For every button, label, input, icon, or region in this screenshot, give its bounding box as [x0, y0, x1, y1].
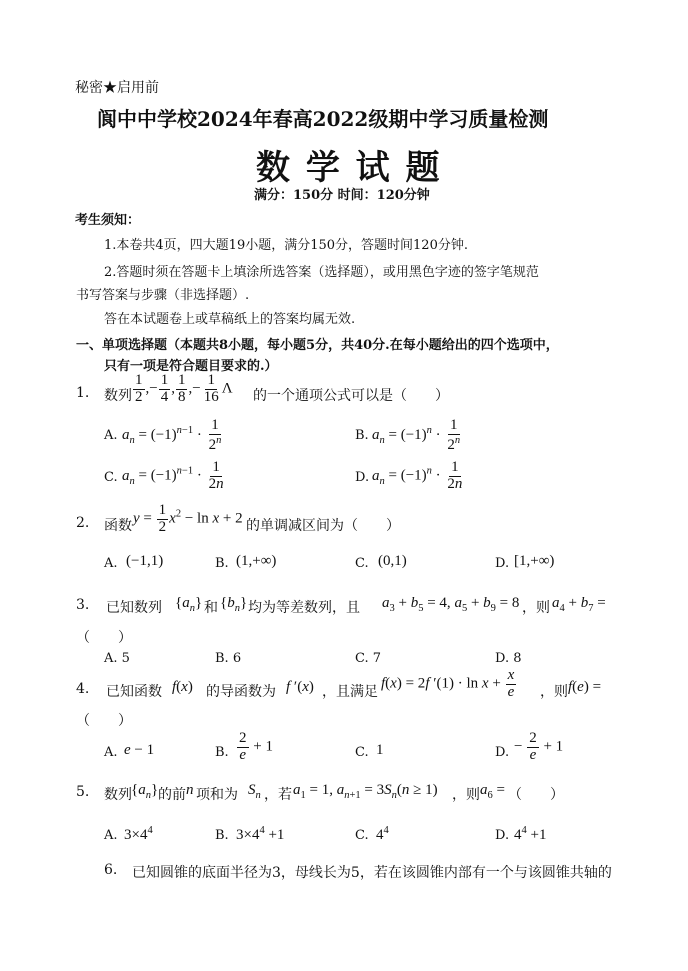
- option-label: D.: [495, 556, 510, 571]
- option-formula: − $\frac{2}{e}$ + 1: [514, 730, 564, 763]
- option: A. 5: [104, 651, 130, 666]
- option-formula: $\frac{2}{e}$ + 1: [239, 730, 273, 763]
- answer-paren: （ ）: [508, 787, 564, 803]
- option-label: C.: [355, 828, 369, 843]
- option-label: A.: [104, 745, 118, 760]
- notice-item: 答在本试题卷上或草稿纸上的答案均属无效.: [104, 312, 356, 327]
- option-value: (−1,1): [126, 553, 164, 569]
- option-formula: $3\times 4^4 +1$: [236, 825, 285, 843]
- condition-formula: f(x) = 2f ′(1) · ln x + $\frac{x}{e}$: [381, 667, 515, 700]
- option-label: D.: [495, 828, 510, 843]
- question-text: 已知函数: [106, 684, 162, 700]
- school-title: 阆中中学校2024年春高2022级期中学习质量检测: [97, 107, 549, 131]
- question-text: ，则: [522, 600, 550, 616]
- option-label: B.: [355, 428, 369, 443]
- question-number: 4.: [76, 681, 90, 697]
- target-formula: $a_6$ =: [480, 782, 505, 801]
- option-label: D.: [355, 470, 370, 485]
- question-number: 3.: [76, 597, 90, 613]
- question-prefix: 函数: [104, 518, 132, 534]
- sum-sn: $S_n$: [248, 782, 261, 801]
- question-text: ，若: [264, 787, 292, 803]
- question-number: 5.: [76, 784, 90, 800]
- question-text: 数列: [104, 787, 132, 803]
- secret-label: 秘密★启用前: [75, 80, 159, 96]
- question-prefix: 数列: [104, 388, 132, 404]
- target-formula: $a_4 + b_7$ =: [552, 595, 606, 614]
- option-label: B.: [215, 556, 229, 571]
- question-text: 的导函数为: [206, 684, 276, 700]
- function-fx: f(x): [172, 679, 193, 695]
- option-label: A.: [104, 828, 118, 843]
- option-label: A.: [104, 556, 118, 571]
- option-label: C.: [355, 745, 369, 760]
- answer-paren: （ ）: [76, 630, 132, 646]
- sequence-b: $\{b_n\}$: [220, 595, 248, 614]
- variable-n: n: [186, 782, 194, 798]
- question-text: 已知圆锥的底面半径为3，母线长为5，若在该圆锥内部有一个与该圆锥共轴的: [132, 865, 612, 881]
- notice-heading: 考生须知：: [75, 213, 141, 228]
- question-text: 均为等差数列，且: [248, 600, 360, 616]
- section-heading: 一、单项选择题（本题共8小题，每小题5分，共40分.在每小题给出的四个选项中，: [76, 338, 559, 353]
- option-formula: 1: [376, 742, 384, 758]
- page-title: 数 学 试 题: [256, 148, 442, 188]
- option-value: (1,+∞): [236, 553, 277, 569]
- question-text: ，则: [452, 787, 480, 803]
- option-label: D.: [495, 745, 510, 760]
- question-text: 项和为: [196, 787, 238, 803]
- question-number: 1.: [76, 385, 90, 401]
- question-text: 和: [204, 600, 218, 616]
- option-formula: e − 1: [124, 742, 155, 758]
- option: C. 7: [355, 651, 382, 666]
- question-number: 2.: [76, 515, 90, 531]
- condition-formula: $a_3 + b_5 = 4$, $a_5 + b_9 = 8$: [382, 595, 520, 614]
- question-text: ，且满足: [322, 684, 378, 700]
- option: B. 6: [215, 651, 242, 666]
- option-label: B.: [215, 745, 229, 760]
- question-suffix: 的单调减区间为（ ）: [246, 518, 400, 534]
- section-heading-cont: 只有一项是符合题目要求的.）: [104, 359, 278, 374]
- sequence-a: $\{a_n\}$: [131, 782, 159, 801]
- exam-info: 满分：150分 时间：120分钟: [254, 188, 430, 203]
- function-formula: y = $\frac{1}{2}$ $x^2 - \ln x + 2$: [133, 502, 243, 535]
- sequence-formula: $\frac{1}{2}$ ,− $\frac{1}{4}$ , $\frac{1}{8}$ ,− $\frac{1}{16}$ Λ: [135, 372, 233, 405]
- option-label: A.: [104, 428, 118, 443]
- option-formula: $3\times 4^4$: [124, 825, 153, 843]
- option-label: C.: [355, 556, 369, 571]
- option-formula: $a_n = (-1)^{n-1}$ · $\frac{1}{2^n}$: [122, 417, 222, 453]
- option-formula: $4^4 +1$: [514, 825, 547, 843]
- notice-item: 1.本卷共4页，四大题19小题，满分150分，答题时间120分钟.: [104, 238, 468, 253]
- option-formula: $4^4$: [376, 825, 389, 843]
- target-formula: f(e) =: [568, 679, 602, 695]
- notice-item: 书写答案与步骤（非选择题）.: [76, 288, 250, 303]
- derivative-fx: f ′(x): [286, 679, 314, 695]
- condition-formula: $a_1 = 1$, $a_{n+1} = 3S_n(n \ge 1)$: [293, 782, 438, 801]
- question-text: 已知数列: [106, 600, 162, 616]
- option-formula: $a_n = (-1)^{n-1}$ · $\frac{1}{2n}$: [122, 459, 224, 492]
- option-value: (0,1): [378, 553, 407, 569]
- question-number: 6.: [104, 862, 118, 878]
- option-formula: $a_n = (-1)^n$ · $\frac{1}{2n}$: [372, 459, 463, 492]
- sequence-a: $\{a_n\}$: [175, 595, 203, 614]
- option-value: [1,+∞): [514, 553, 555, 569]
- option-formula: $a_n = (-1)^n$ · $\frac{1}{2^n}$: [372, 417, 461, 453]
- option: D. 8: [495, 651, 522, 666]
- question-suffix: 的一个通项公式可以是（ ）: [253, 388, 449, 404]
- question-text: ，则: [540, 684, 568, 700]
- option-label: B.: [215, 828, 229, 843]
- answer-paren: （ ）: [76, 713, 132, 729]
- option-label: C.: [104, 470, 118, 485]
- notice-item: 2.答题时须在答题卡上填涂所选答案（选择题），或用黑色字迹的签字笔规范: [104, 265, 539, 280]
- question-text: 的前: [158, 787, 186, 803]
